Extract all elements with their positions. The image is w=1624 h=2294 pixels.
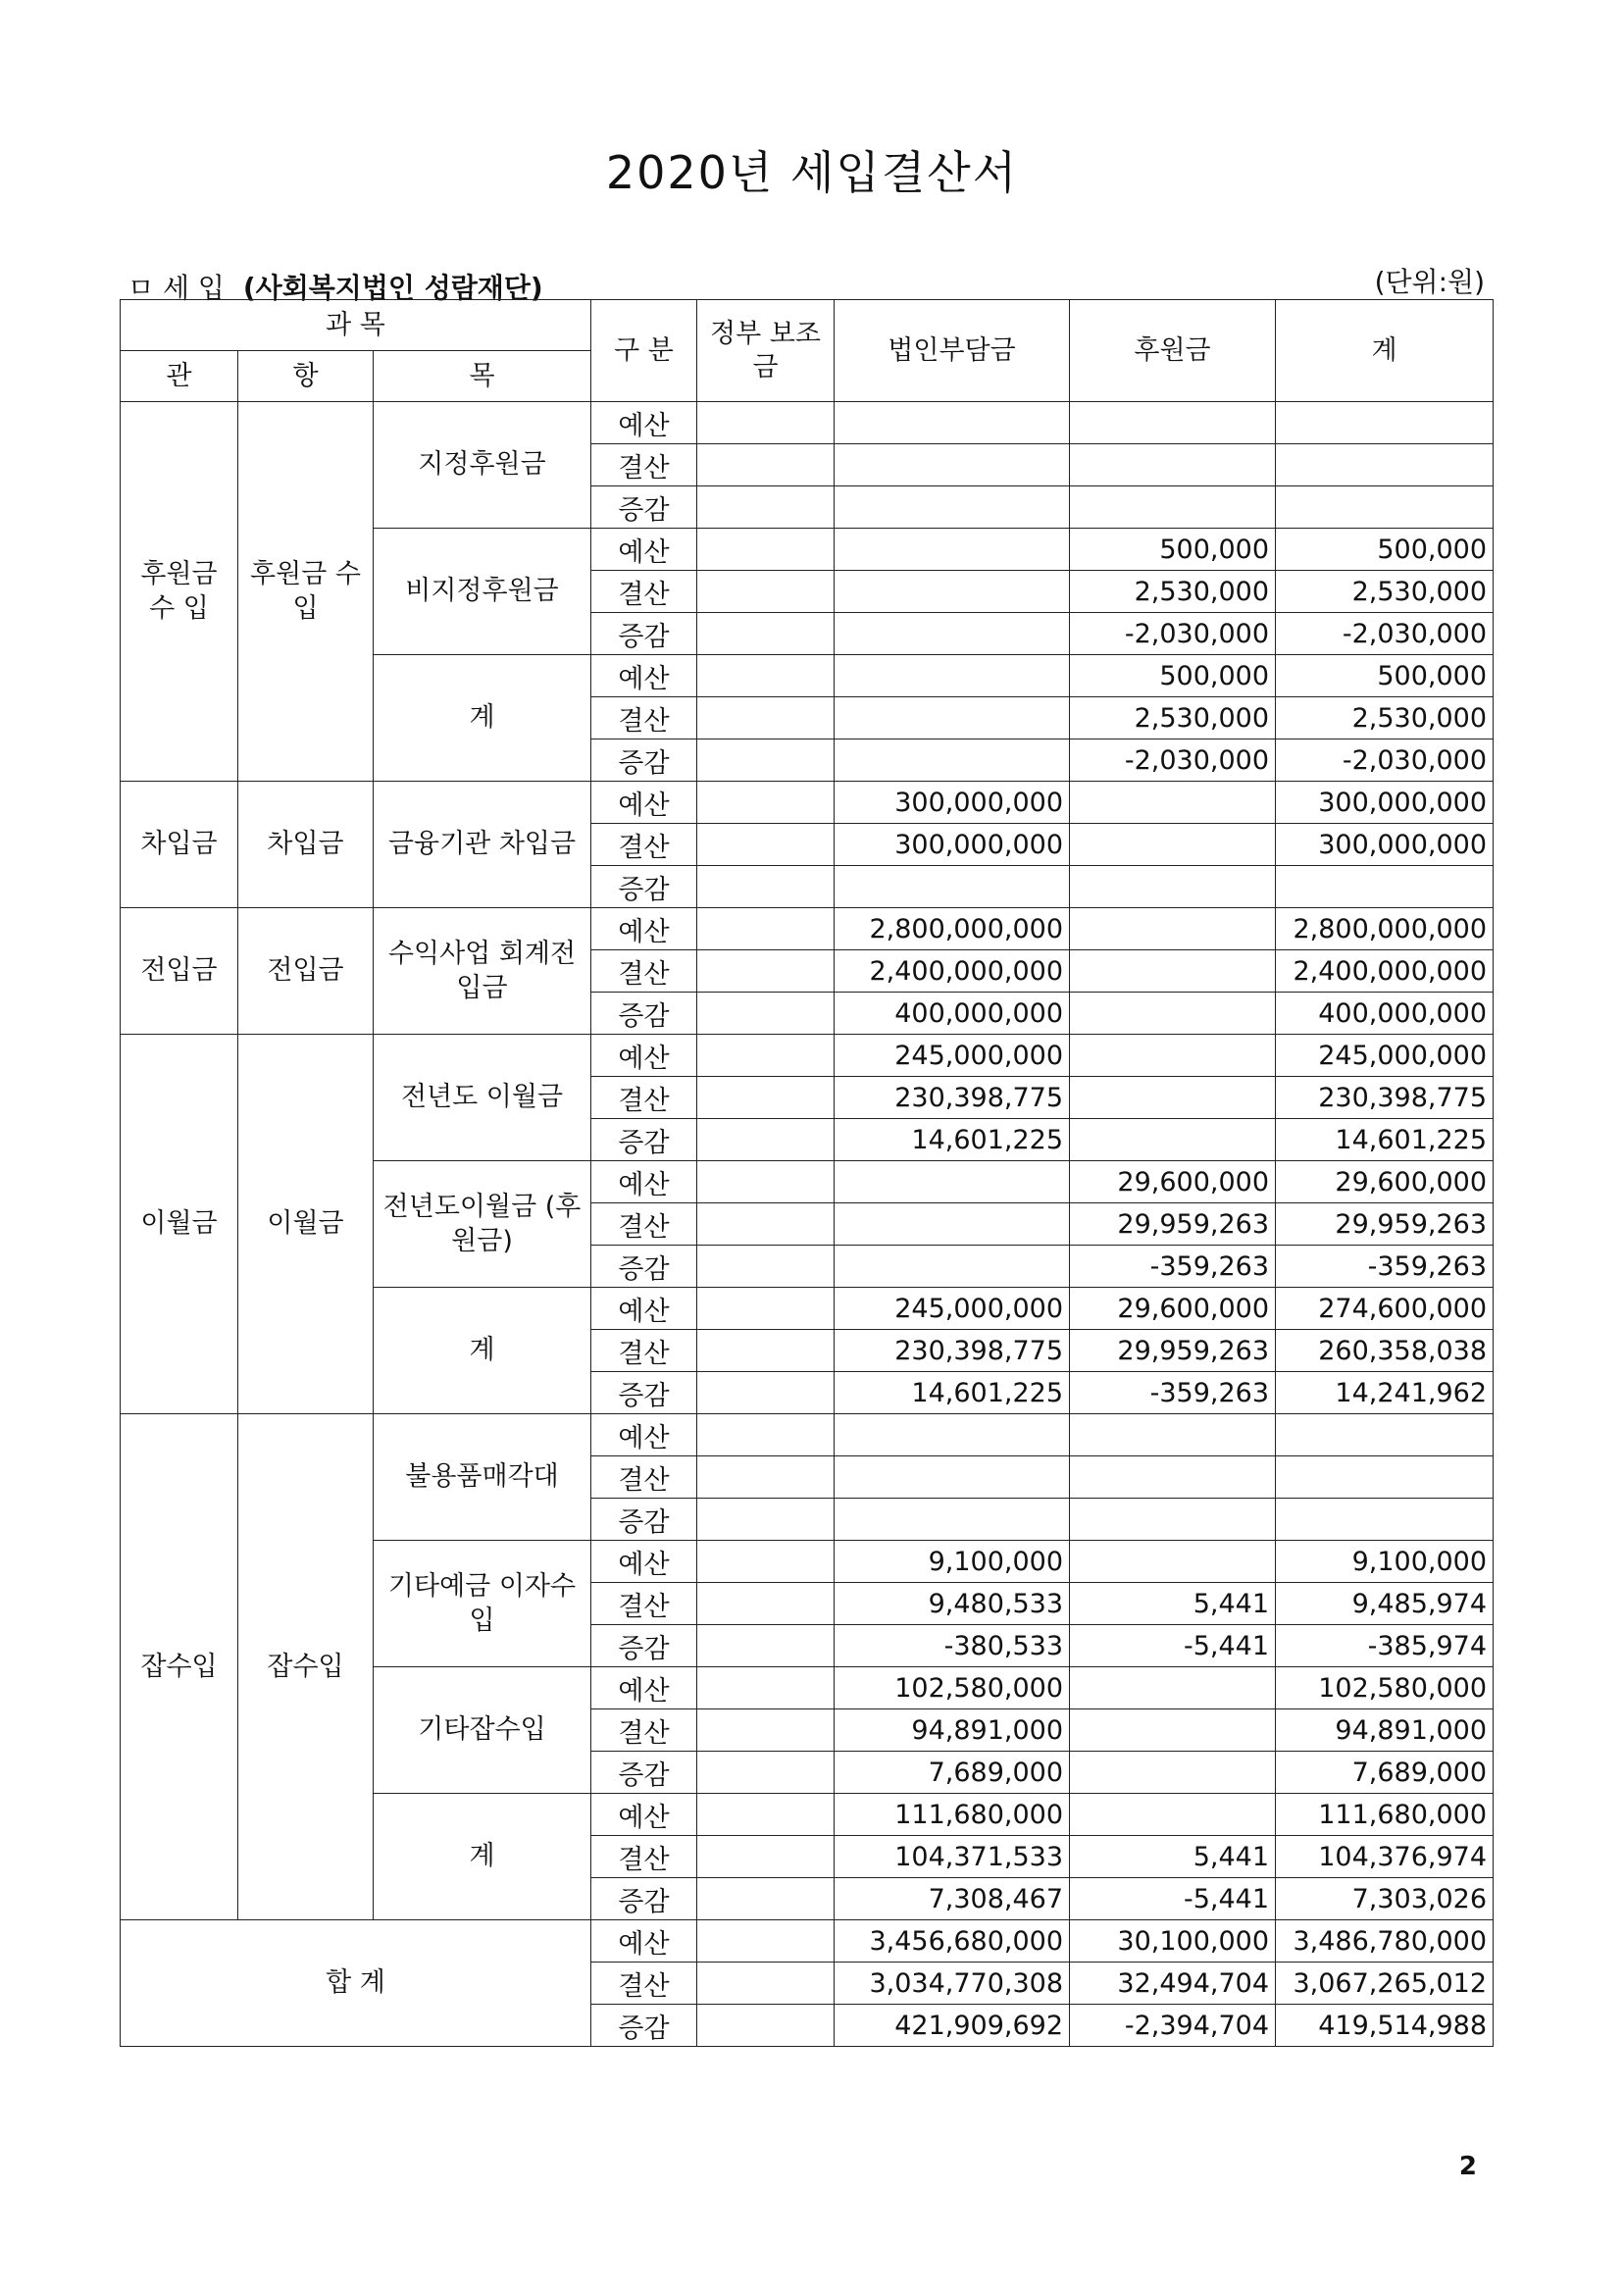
table-row <box>121 908 1494 950</box>
gov-subsidy-cell <box>697 1499 835 1541</box>
donation-cell: 500,000 <box>1070 529 1276 571</box>
header-total: 계 <box>1276 300 1494 402</box>
gwan-cell: 후원금 수 입 <box>121 402 238 782</box>
gov-subsidy-cell <box>697 1456 835 1499</box>
gubun-cell: 결산 <box>591 1836 697 1878</box>
gubun-cell: 증감 <box>591 739 697 782</box>
corp-contribution-cell: 14,601,225 <box>835 1372 1070 1414</box>
gov-subsidy-cell <box>697 908 835 950</box>
mok-cell: 기타잡수입 <box>374 1667 591 1794</box>
mok-cell: 계 <box>374 1794 591 1920</box>
header-gwan: 관 <box>121 351 238 402</box>
donation-cell <box>1070 1541 1276 1583</box>
corp-contribution-cell: 2,400,000,000 <box>835 950 1070 993</box>
total-cell: 29,600,000 <box>1276 1161 1494 1203</box>
gubun-cell: 증감 <box>591 1752 697 1794</box>
donation-cell <box>1070 1752 1276 1794</box>
gubun-cell: 예산 <box>591 908 697 950</box>
hang-cell: 이월금 <box>238 1035 374 1414</box>
mok-cell: 금융기관 차입금 <box>374 782 591 908</box>
donation-cell <box>1070 782 1276 824</box>
total-cell: 3,067,265,012 <box>1276 1963 1494 2005</box>
section-mark: ㅁ 세 입 <box>127 272 225 304</box>
gubun-cell: 증감 <box>591 1246 697 1288</box>
donation-cell <box>1070 444 1276 486</box>
donation-cell <box>1070 1709 1276 1752</box>
gov-subsidy-cell <box>697 1625 835 1667</box>
gubun-cell: 증감 <box>591 2005 697 2047</box>
total-cell: 14,601,225 <box>1276 1119 1494 1161</box>
total-cell: 7,689,000 <box>1276 1752 1494 1794</box>
donation-cell: 30,100,000 <box>1070 1920 1276 1963</box>
corp-contribution-cell: 400,000,000 <box>835 993 1070 1035</box>
gubun-cell: 예산 <box>591 782 697 824</box>
mok-cell: 전년도 이월금 <box>374 1035 591 1161</box>
gubun-cell: 결산 <box>591 1456 697 1499</box>
gov-subsidy-cell <box>697 1414 835 1456</box>
total-cell: 14,241,962 <box>1276 1372 1494 1414</box>
mok-cell: 기타예금 이자수입 <box>374 1541 591 1667</box>
total-cell: 419,514,988 <box>1276 2005 1494 2047</box>
header-gwamok: 과 목 <box>121 300 591 351</box>
gov-subsidy-cell <box>697 444 835 486</box>
donation-cell: 29,600,000 <box>1070 1161 1276 1203</box>
table-row <box>121 402 1494 444</box>
gubun-cell: 예산 <box>591 1667 697 1709</box>
corp-contribution-cell: 7,308,467 <box>835 1878 1070 1920</box>
gwan-cell: 이월금 <box>121 1035 238 1414</box>
donation-cell <box>1070 1077 1276 1119</box>
total-cell: 2,530,000 <box>1276 697 1494 739</box>
total-cell: 2,800,000,000 <box>1276 908 1494 950</box>
total-cell: 400,000,000 <box>1276 993 1494 1035</box>
donation-cell <box>1070 1794 1276 1836</box>
mok-cell: 비지정후원금 <box>374 529 591 655</box>
gubun-cell: 예산 <box>591 529 697 571</box>
total-cell: -2,030,000 <box>1276 739 1494 782</box>
total-cell: -2,030,000 <box>1276 613 1494 655</box>
gov-subsidy-cell <box>697 1077 835 1119</box>
donation-cell <box>1070 402 1276 444</box>
gov-subsidy-cell <box>697 571 835 613</box>
gubun-cell: 결산 <box>591 950 697 993</box>
total-cell <box>1276 1456 1494 1499</box>
corp-contribution-cell <box>835 1414 1070 1456</box>
mok-cell: 계 <box>374 1288 591 1414</box>
corp-contribution-cell: 7,689,000 <box>835 1752 1070 1794</box>
corp-contribution-cell: 94,891,000 <box>835 1709 1070 1752</box>
corp-contribution-cell <box>835 402 1070 444</box>
gov-subsidy-cell <box>697 1035 835 1077</box>
corp-contribution-cell <box>835 697 1070 739</box>
donation-cell <box>1070 950 1276 993</box>
gwan-cell: 전입금 <box>121 908 238 1035</box>
donation-cell: 32,494,704 <box>1070 1963 1276 2005</box>
header-gov-subsidy: 정부 보조금 <box>697 300 835 402</box>
total-cell: 94,891,000 <box>1276 1709 1494 1752</box>
donation-cell <box>1070 993 1276 1035</box>
corp-contribution-cell: 102,580,000 <box>835 1667 1070 1709</box>
total-cell <box>1276 866 1494 908</box>
gov-subsidy-cell <box>697 782 835 824</box>
donation-cell: 2,530,000 <box>1070 571 1276 613</box>
corp-contribution-cell: 3,456,680,000 <box>835 1920 1070 1963</box>
donation-cell <box>1070 1499 1276 1541</box>
gov-subsidy-cell <box>697 1246 835 1288</box>
hang-cell: 차입금 <box>238 782 374 908</box>
gubun-cell: 결산 <box>591 1583 697 1625</box>
gov-subsidy-cell <box>697 1963 835 2005</box>
total-cell: 300,000,000 <box>1276 824 1494 866</box>
gubun-cell: 예산 <box>591 1920 697 1963</box>
gov-subsidy-cell <box>697 1667 835 1709</box>
corp-contribution-cell: -380,533 <box>835 1625 1070 1667</box>
mok-cell: 수익사업 회계전입금 <box>374 908 591 1035</box>
gubun-cell: 결산 <box>591 1963 697 2005</box>
donation-cell <box>1070 1456 1276 1499</box>
table-row <box>121 1035 1494 1077</box>
gov-subsidy-cell <box>697 1161 835 1203</box>
total-cell: 102,580,000 <box>1276 1667 1494 1709</box>
total-cell: 7,303,026 <box>1276 1878 1494 1920</box>
gov-subsidy-cell <box>697 739 835 782</box>
page-number: 2 <box>1458 2152 1477 2181</box>
total-cell: 260,358,038 <box>1276 1330 1494 1372</box>
header-mok: 목 <box>374 351 591 402</box>
section-org: (사회복지법인 성람재단) <box>242 272 543 304</box>
total-cell: 274,600,000 <box>1276 1288 1494 1330</box>
corp-contribution-cell: 14,601,225 <box>835 1119 1070 1161</box>
donation-cell: -5,441 <box>1070 1878 1276 1920</box>
corp-contribution-cell <box>835 444 1070 486</box>
corp-contribution-cell: 9,480,533 <box>835 1583 1070 1625</box>
total-cell <box>1276 1414 1494 1456</box>
grand-total-label: 합 계 <box>121 1920 591 2047</box>
gov-subsidy-cell <box>697 1372 835 1414</box>
revenue-settlement-table <box>120 299 1494 2047</box>
gubun-cell: 증감 <box>591 1499 697 1541</box>
corp-contribution-cell: 2,800,000,000 <box>835 908 1070 950</box>
gwan-cell: 차입금 <box>121 782 238 908</box>
gov-subsidy-cell <box>697 993 835 1035</box>
corp-contribution-cell <box>835 571 1070 613</box>
gubun-cell: 증감 <box>591 486 697 529</box>
total-cell: -359,263 <box>1276 1246 1494 1288</box>
gubun-cell: 결산 <box>591 1203 697 1246</box>
donation-cell: -359,263 <box>1070 1246 1276 1288</box>
corp-contribution-cell: 421,909,692 <box>835 2005 1070 2047</box>
total-cell: 29,959,263 <box>1276 1203 1494 1246</box>
mok-cell: 계 <box>374 655 591 782</box>
gubun-cell: 예산 <box>591 402 697 444</box>
gov-subsidy-cell <box>697 486 835 529</box>
unit-label: (단위:원) <box>1374 266 1485 298</box>
donation-cell: 29,959,263 <box>1070 1330 1276 1372</box>
mok-cell: 전년도이월금 (후원금) <box>374 1161 591 1288</box>
total-cell: 9,100,000 <box>1276 1541 1494 1583</box>
header-donation: 후원금 <box>1070 300 1276 402</box>
hang-cell: 전입금 <box>238 908 374 1035</box>
donation-cell: -2,030,000 <box>1070 739 1276 782</box>
total-cell: 9,485,974 <box>1276 1583 1494 1625</box>
gwan-cell: 잡수입 <box>121 1414 238 1920</box>
gubun-cell: 결산 <box>591 571 697 613</box>
total-cell <box>1276 486 1494 529</box>
gubun-cell: 예산 <box>591 1541 697 1583</box>
donation-cell: -5,441 <box>1070 1625 1276 1667</box>
gov-subsidy-cell <box>697 1583 835 1625</box>
corp-contribution-cell <box>835 1499 1070 1541</box>
total-cell: 2,530,000 <box>1276 571 1494 613</box>
corp-contribution-cell <box>835 1456 1070 1499</box>
table-body <box>121 402 1494 2047</box>
gubun-cell: 증감 <box>591 1878 697 1920</box>
corp-contribution-cell: 300,000,000 <box>835 824 1070 866</box>
gubun-cell: 예산 <box>591 1794 697 1836</box>
donation-cell <box>1070 1667 1276 1709</box>
gov-subsidy-cell <box>697 1541 835 1583</box>
donation-cell <box>1070 486 1276 529</box>
page-title: 2020년 세입결산서 <box>605 146 1019 199</box>
gubun-cell: 결산 <box>591 1330 697 1372</box>
gov-subsidy-cell <box>697 1752 835 1794</box>
gov-subsidy-cell <box>697 824 835 866</box>
gubun-cell: 증감 <box>591 1372 697 1414</box>
gov-subsidy-cell <box>697 613 835 655</box>
donation-cell <box>1070 824 1276 866</box>
gubun-cell: 증감 <box>591 866 697 908</box>
donation-cell <box>1070 1119 1276 1161</box>
corp-contribution-cell <box>835 486 1070 529</box>
corp-contribution-cell: 300,000,000 <box>835 782 1070 824</box>
donation-cell: 2,530,000 <box>1070 697 1276 739</box>
corp-contribution-cell <box>835 613 1070 655</box>
gubun-cell: 증감 <box>591 993 697 1035</box>
total-cell: 111,680,000 <box>1276 1794 1494 1836</box>
gov-subsidy-cell <box>697 1203 835 1246</box>
gov-subsidy-cell <box>697 529 835 571</box>
gubun-cell: 예산 <box>591 1288 697 1330</box>
donation-cell: 500,000 <box>1070 655 1276 697</box>
corp-contribution-cell: 3,034,770,308 <box>835 1963 1070 2005</box>
header-corp-contribution: 법인부담금 <box>835 300 1070 402</box>
total-cell: 500,000 <box>1276 529 1494 571</box>
gov-subsidy-cell <box>697 950 835 993</box>
total-cell <box>1276 1499 1494 1541</box>
corp-contribution-cell: 230,398,775 <box>835 1330 1070 1372</box>
gov-subsidy-cell <box>697 2005 835 2047</box>
header-hang: 항 <box>238 351 374 402</box>
table-row <box>121 782 1494 824</box>
gubun-cell: 증감 <box>591 613 697 655</box>
total-cell: 3,486,780,000 <box>1276 1920 1494 1963</box>
corp-contribution-cell: 230,398,775 <box>835 1077 1070 1119</box>
table-row <box>121 1414 1494 1456</box>
donation-cell: 5,441 <box>1070 1583 1276 1625</box>
total-cell: -385,974 <box>1276 1625 1494 1667</box>
total-cell <box>1276 402 1494 444</box>
corp-contribution-cell: 245,000,000 <box>835 1288 1070 1330</box>
corp-contribution-cell <box>835 529 1070 571</box>
mok-cell: 불용품매각대 <box>374 1414 591 1541</box>
total-cell: 245,000,000 <box>1276 1035 1494 1077</box>
hang-cell: 후원금 수 입 <box>238 402 374 782</box>
gubun-cell: 예산 <box>591 1035 697 1077</box>
gubun-cell: 결산 <box>591 444 697 486</box>
corp-contribution-cell <box>835 1203 1070 1246</box>
gubun-cell: 결산 <box>591 697 697 739</box>
donation-cell: -359,263 <box>1070 1372 1276 1414</box>
total-cell: 230,398,775 <box>1276 1077 1494 1119</box>
corp-contribution-cell: 104,371,533 <box>835 1836 1070 1878</box>
corp-contribution-cell: 245,000,000 <box>835 1035 1070 1077</box>
corp-contribution-cell <box>835 1246 1070 1288</box>
gubun-cell: 증감 <box>591 1625 697 1667</box>
gubun-cell: 예산 <box>591 655 697 697</box>
gov-subsidy-cell <box>697 1836 835 1878</box>
gubun-cell: 결산 <box>591 1077 697 1119</box>
gov-subsidy-cell <box>697 1878 835 1920</box>
gov-subsidy-cell <box>697 1794 835 1836</box>
table-row-grand-total <box>121 1920 1494 1963</box>
donation-cell <box>1070 908 1276 950</box>
gov-subsidy-cell <box>697 1920 835 1963</box>
mok-cell: 지정후원금 <box>374 402 591 529</box>
header-gubun: 구 분 <box>591 300 697 402</box>
hang-cell: 잡수입 <box>238 1414 374 1920</box>
gov-subsidy-cell <box>697 1330 835 1372</box>
gubun-cell: 예산 <box>591 1414 697 1456</box>
total-cell: 300,000,000 <box>1276 782 1494 824</box>
gov-subsidy-cell <box>697 402 835 444</box>
donation-cell <box>1070 1035 1276 1077</box>
gov-subsidy-cell <box>697 866 835 908</box>
gubun-cell: 결산 <box>591 824 697 866</box>
donation-cell: -2,394,704 <box>1070 2005 1276 2047</box>
gubun-cell: 예산 <box>591 1161 697 1203</box>
gov-subsidy-cell <box>697 1709 835 1752</box>
corp-contribution-cell <box>835 866 1070 908</box>
donation-cell <box>1070 866 1276 908</box>
gubun-cell: 증감 <box>591 1119 697 1161</box>
gov-subsidy-cell <box>697 1119 835 1161</box>
total-cell: 500,000 <box>1276 655 1494 697</box>
gov-subsidy-cell <box>697 697 835 739</box>
donation-cell: 29,600,000 <box>1070 1288 1276 1330</box>
total-cell: 104,376,974 <box>1276 1836 1494 1878</box>
donation-cell: 29,959,263 <box>1070 1203 1276 1246</box>
total-cell <box>1276 444 1494 486</box>
corp-contribution-cell <box>835 655 1070 697</box>
donation-cell <box>1070 1414 1276 1456</box>
corp-contribution-cell <box>835 739 1070 782</box>
gov-subsidy-cell <box>697 1288 835 1330</box>
gubun-cell: 결산 <box>591 1709 697 1752</box>
gov-subsidy-cell <box>697 655 835 697</box>
corp-contribution-cell <box>835 1161 1070 1203</box>
corp-contribution-cell: 111,680,000 <box>835 1794 1070 1836</box>
donation-cell: 5,441 <box>1070 1836 1276 1878</box>
corp-contribution-cell: 9,100,000 <box>835 1541 1070 1583</box>
donation-cell: -2,030,000 <box>1070 613 1276 655</box>
total-cell: 2,400,000,000 <box>1276 950 1494 993</box>
